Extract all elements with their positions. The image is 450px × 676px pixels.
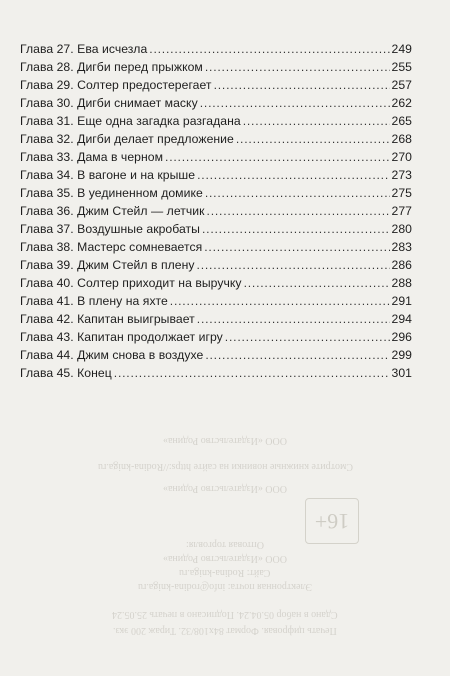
- toc-entry-page: 268: [391, 132, 412, 146]
- bleed-through-print-2: Печать цифровая. Формат 84x108/32. Тираж 200 экз.: [113, 625, 337, 636]
- toc-entry: [20, 76, 412, 94]
- toc-entry-title: Глава 38. Мастерс сомневается: [20, 240, 203, 254]
- toc-entry-page: 288: [391, 276, 412, 290]
- toc-entry-title: Глава 30. Дигби снимает маску: [20, 96, 198, 110]
- bleed-through-publisher-2: ООО «Издательство Родина»: [163, 483, 287, 494]
- toc-entry: [20, 238, 412, 256]
- toc-entry-title: Глава 43. Капитан продолжает игру: [20, 330, 223, 344]
- toc-leader-dots: [197, 310, 390, 328]
- bleed-through-publisher: ООО «Издательство Родина»: [163, 435, 287, 446]
- toc-leader-dots: [202, 220, 390, 238]
- toc-entry: [20, 346, 412, 364]
- toc-entry: [20, 364, 412, 382]
- toc-entry-title: Глава 44. Джим снова в воздухе: [20, 348, 204, 362]
- toc-leader-dots: [207, 202, 390, 220]
- toc-leader-dots: [205, 58, 390, 76]
- toc-leader-dots: [205, 184, 390, 202]
- toc-leader-dots: [205, 346, 389, 364]
- toc-entry: [20, 256, 412, 274]
- toc-entry-page: 255: [391, 60, 412, 74]
- toc-entry: [20, 94, 412, 112]
- toc-entry-page: 257: [391, 78, 412, 92]
- bleed-through-wholesale-company: ООО «Издательство Родина»: [163, 553, 287, 564]
- toc-entry-page: 277: [391, 204, 412, 218]
- toc-entry-page: 296: [391, 330, 412, 344]
- toc-entry-title: Глава 29. Солтер предостерегает: [20, 78, 212, 92]
- toc-entry: [20, 310, 412, 328]
- toc-entry-title: Глава 27. Ева исчезла: [20, 42, 148, 56]
- toc-entry-page: 291: [391, 294, 412, 308]
- toc-leader-dots: [114, 364, 390, 382]
- bleed-through-site-line: Смотрите книжные новинки на сайте https://Rodina-kniga.ru: [97, 461, 353, 472]
- bleed-through-wholesale-site: Сайт: Rodina-kniga.ru: [179, 567, 271, 578]
- toc-entry-page: 262: [391, 96, 412, 110]
- toc-entry-page: 286: [391, 258, 412, 272]
- toc-leader-dots: [214, 76, 390, 94]
- toc-entry-title: Глава 31. Еще одна загадка разгадана: [20, 114, 241, 128]
- toc-leader-dots: [225, 328, 390, 346]
- toc-entry: [20, 166, 412, 184]
- toc-entry: [20, 148, 412, 166]
- toc-entry: [20, 202, 412, 220]
- toc-entry: [20, 220, 412, 238]
- toc-leader-dots: [165, 148, 390, 166]
- toc-entry-title: Глава 41. В плену на яхте: [20, 294, 168, 308]
- toc-entry-title: Глава 42. Капитан выигрывает: [20, 312, 195, 326]
- toc-entry-page: 270: [391, 150, 412, 164]
- toc-entry-page: 294: [391, 312, 412, 326]
- toc-entry-title: Глава 34. В вагоне и на крыше: [20, 168, 196, 182]
- toc-entry-page: 249: [391, 42, 412, 56]
- toc-entry: [20, 292, 412, 310]
- toc-entry: [20, 274, 412, 292]
- toc-entry-page: 280: [391, 222, 412, 236]
- toc-entry-title: Глава 28. Дигби перед прыжком: [20, 60, 203, 74]
- toc-entry: [20, 328, 412, 346]
- toc-entry-title: Глава 40. Солтер приходит на выручку: [20, 276, 242, 290]
- toc-entry-title: Глава 32. Дигби делает предложение: [20, 132, 234, 146]
- toc-entry-page: 301: [391, 366, 412, 380]
- toc-leader-dots: [204, 238, 389, 256]
- table-of-contents: [20, 40, 412, 382]
- bleed-through-print-1: Сдано в набор 05.04.24. Подписано в печать 25.05.24: [112, 609, 338, 620]
- toc-entry-title: Глава 37. Воздушные акробаты: [20, 222, 200, 236]
- toc-entry-page: 275: [391, 186, 412, 200]
- bleed-through-wholesale: Оптовая торговля:: [186, 539, 264, 550]
- toc-entry-title: Глава 35. В уединенном домике: [20, 186, 203, 200]
- toc-entry-title: Глава 39. Джим Стейл в плену: [20, 258, 195, 272]
- bleed-through-email: Электронная почта: info@rodina-kniga.ru: [138, 581, 312, 592]
- toc-leader-dots: [197, 256, 390, 274]
- toc-entry-page: 273: [391, 168, 412, 182]
- toc-entry: [20, 130, 412, 148]
- age-rating-text: 16+: [314, 509, 350, 534]
- toc-entry: [20, 184, 412, 202]
- toc-entry-title: Глава 36. Джим Стейл — летчик: [20, 204, 205, 218]
- toc-entry: [20, 112, 412, 130]
- toc-leader-dots: [244, 274, 390, 292]
- toc-entry: [20, 58, 412, 76]
- toc-entry: [20, 40, 412, 58]
- toc-leader-dots: [236, 130, 390, 148]
- toc-entry-page: 265: [391, 114, 412, 128]
- toc-leader-dots: [200, 94, 390, 112]
- toc-leader-dots: [170, 292, 390, 310]
- toc-leader-dots: [243, 112, 390, 130]
- toc-leader-dots: [197, 166, 389, 184]
- toc-entry-title: Глава 33. Дама в черном: [20, 150, 164, 164]
- toc-entry-page: 299: [391, 348, 412, 362]
- toc-entry-page: 283: [391, 240, 412, 254]
- toc-entry-title: Глава 45. Конец: [20, 366, 112, 380]
- toc-leader-dots: [149, 40, 389, 58]
